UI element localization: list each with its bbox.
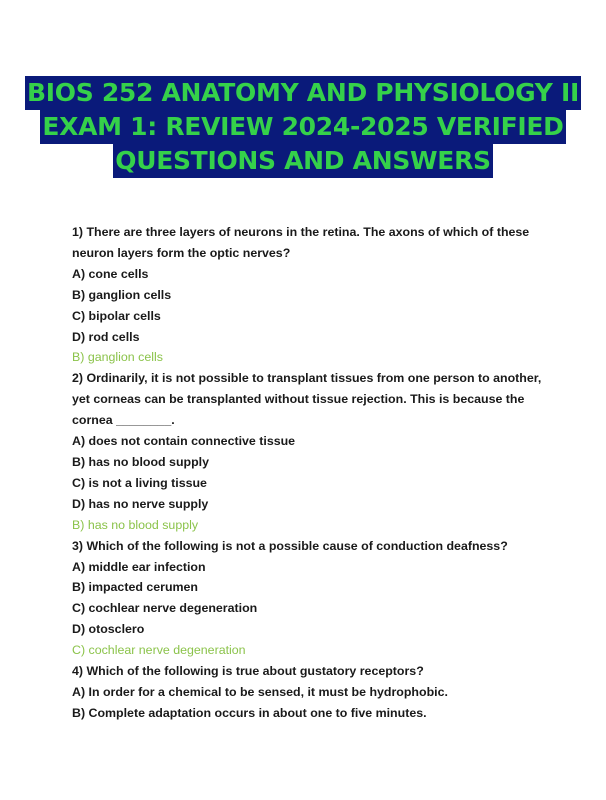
question-text: 1) There are three layers of neurons in the retina. The axons of which of these (72, 225, 530, 239)
title-line: EXAM 1: REVIEW 2024-2025 VERIFIED (40, 110, 565, 144)
option-c: C) cochlear nerve degeneration (72, 601, 258, 616)
option-a: A) does not contain connective tissue (72, 434, 296, 449)
question-text: 4) Which of the following is true about gustatory receptors? (72, 664, 424, 679)
option-d: D) rod cells (72, 329, 140, 344)
question-text: cornea ________. (72, 413, 175, 428)
title-line: BIOS 252 ANATOMY AND PHYSIOLOGY II (25, 76, 581, 110)
question-1 (72, 222, 542, 368)
option-d: D) otosclero (72, 622, 145, 637)
question-list (72, 222, 542, 724)
option-a: A) cone cells (72, 266, 149, 281)
question-4 (72, 661, 542, 724)
question-text: neuron layers form the optic nerves? (72, 245, 291, 260)
question-3 (72, 536, 542, 661)
option-b: B) ganglion cells (72, 287, 172, 302)
answer: B) has no blood supply (72, 517, 199, 532)
option-b: B) Complete adaptation occurs in about one to five minutes. (72, 705, 427, 720)
question-2 (72, 368, 542, 535)
option-d: D) has no nerve supply (72, 496, 209, 511)
title-line: QUESTIONS AND ANSWERS (113, 144, 493, 178)
option-a: A) middle ear infection (72, 559, 206, 574)
question-text: 3) Which of the following is not a possible cause of conduction deafness? (72, 538, 508, 553)
option-a: A) In order for a chemical to be sensed, it must be hydrophobic. (72, 684, 448, 699)
option-c: C) is not a living tissue (72, 475, 207, 490)
question-text: yet corneas can be transplanted without tissue rejection. This is because the (72, 392, 525, 407)
option-b: B) impacted cerumen (72, 580, 199, 595)
option-b: B) has no blood supply (72, 454, 209, 469)
question-text: 2) Ordinarily, it is not possible to transplant tissues from one person to another, (72, 371, 542, 386)
answer: B) ganglion cells (72, 350, 163, 365)
answer: C) cochlear nerve degeneration (72, 643, 246, 658)
option-c: C) bipolar cells (72, 308, 161, 323)
document-title (0, 76, 606, 178)
